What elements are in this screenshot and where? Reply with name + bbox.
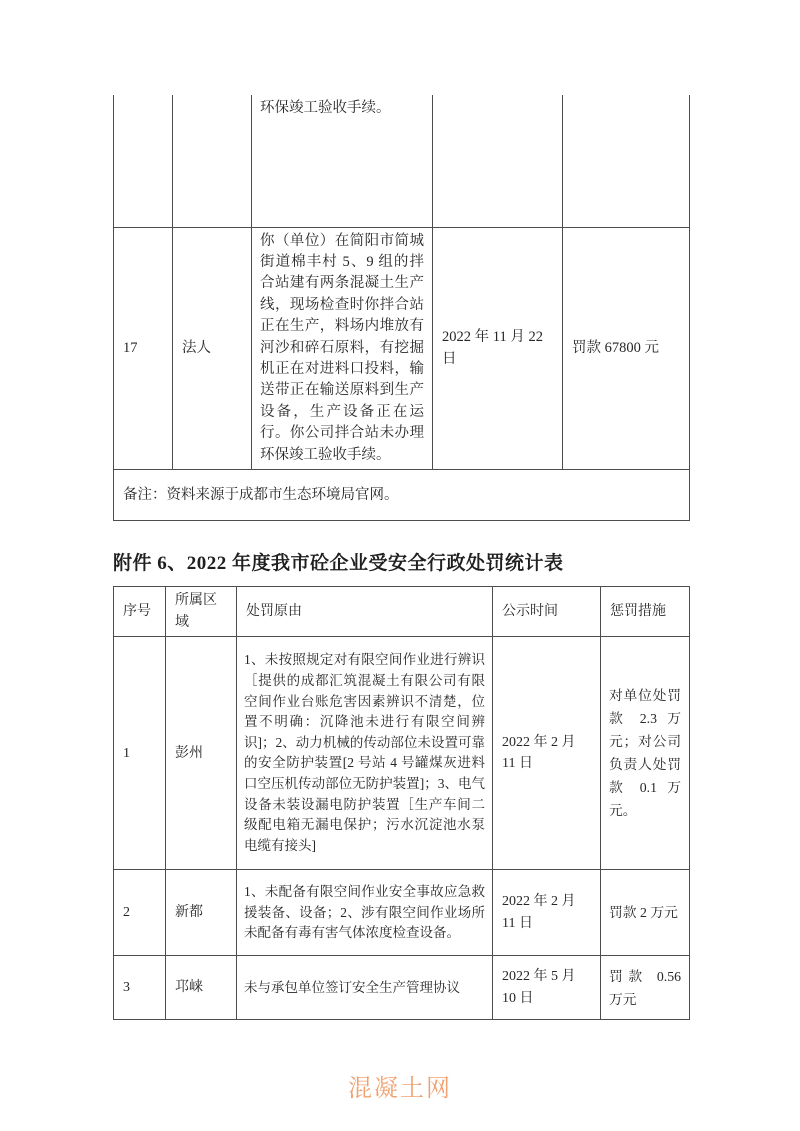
seq-cell: 1 [114,637,166,870]
table-header-row [114,586,690,636]
publish-date-cell: 2022 年 2 月 11 日 [493,870,601,956]
header-publish-date: 公示时间 [493,586,601,636]
header-seq: 序号 [114,586,166,636]
subject-cell-empty [173,95,252,227]
region-cell: 彭州 [166,637,237,870]
safety-penalty-table [113,586,690,1020]
reason-cell: 你（单位）在简阳市简城街道棉丰村 5、9 组的拌合站建有两条混凝土生产线，现场检查时你拌合站正在生产，料场内堆放有河沙和碎石原料，有挖掘机正在对进料口投料，输送带正在输送原料到生产设备，生产设备正在运行。你公司拌合站未办理环保竣工验收手续。 [252,227,433,469]
penalty-cell: 罚款 2 万元 [601,870,690,956]
seq-cell-empty [114,95,173,227]
reason-cell: 1、未配备有限空间作业安全事故应急救援装备、设备；2、涉有限空间作业场所未配备有毒有害气体浓度检查设备。 [237,870,493,956]
reason-cell: 未与承包单位签订安全生产管理协议 [237,956,493,1020]
penalty-cell: 罚款 67800 元 [563,227,690,469]
header-penalty: 惩罚措施 [601,586,690,636]
seq-cell: 3 [114,956,166,1020]
seq-cell: 17 [114,227,173,469]
header-region: 所属区域 [166,586,237,636]
attachment-heading: 附件 6、2022 年度我市砼企业受安全行政处罚统计表 [113,552,564,574]
penalty-cell: 罚款 0.56 万元 [601,956,690,1020]
publish-date-cell: 2022 年 5 月 10 日 [493,956,601,1020]
publish-date-cell: 2022 年 11 月 22 日 [433,227,563,469]
reason-cell: 1、未按照规定对有限空间作业进行辨识［提供的成都汇筑混凝土有限公司有限空间作业台账危害因素辨识不清楚，位置不明确：沉降池未进行有限空间辨识]；2、动力机械的传动部位未设置可靠的安全防护装置[2 号站 4 号罐煤灰进料口空压机传动部位无防护装置]；3、电气设备未装设漏电防护装置［生产车间二级配电箱无漏电保护；污水沉淀池水泵电缆有接头] [237,637,493,870]
subject-cell: 法人 [173,227,252,469]
remark-row [114,469,690,520]
header-reason: 处罚原由 [237,586,493,636]
remark-cell: 备注：资料来源于成都市生态环境局官网。 [114,469,690,520]
watermark-logo: 混凝土网 [348,1075,452,1102]
table-row [114,956,690,1020]
region-cell: 新都 [166,870,237,956]
reason-carryover-cell: 环保竣工验收手续。 [252,95,433,227]
penalty-cell: 对单位处罚款 2.3 万元；对公司负责人处罚款 0.1 万元。 [601,637,690,870]
seq-cell: 2 [114,870,166,956]
penalty-cell-empty [563,95,690,227]
table-row [114,95,690,227]
region-cell: 邛崃 [166,956,237,1020]
table-row [114,227,690,469]
table-row [114,637,690,870]
date-cell-empty [433,95,563,227]
publish-date-cell: 2022 年 2 月 11 日 [493,637,601,870]
env-penalty-table [113,95,690,521]
page-content [113,95,689,1020]
table-row [114,870,690,956]
